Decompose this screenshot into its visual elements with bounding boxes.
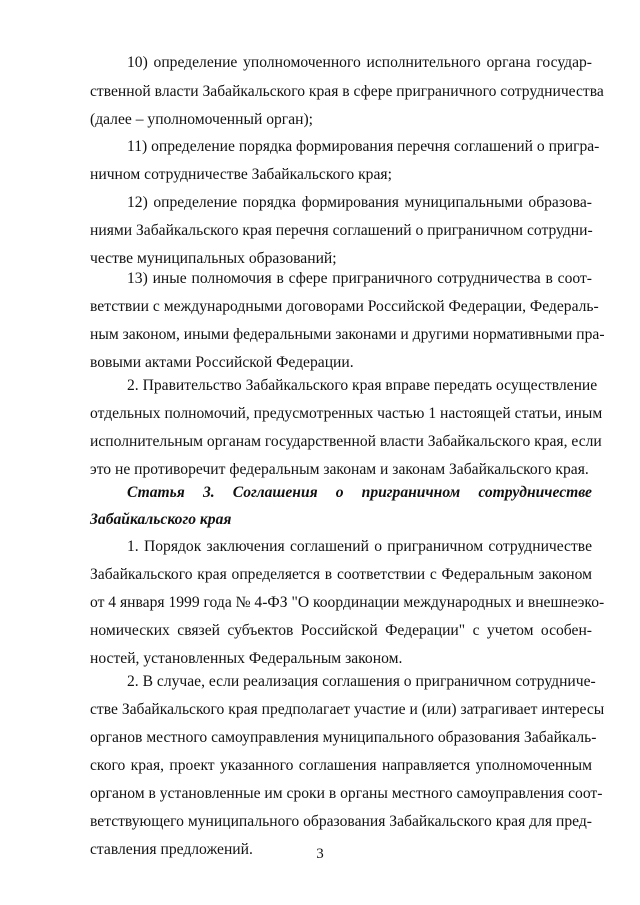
article-title-word: приграничном bbox=[361, 484, 461, 501]
paragraph-line: 10) определение уполномоченного исполнительного органа государ- bbox=[127, 54, 592, 71]
paragraph-line: ставления предложений. bbox=[90, 841, 253, 858]
paragraph-line: ниями Забайкальского края перечня соглашений о приграничном сотрудни- bbox=[90, 222, 593, 239]
paragraph-line: ностей, установленных Федеральным законом. bbox=[90, 650, 403, 667]
paragraph-line: ского края, проект указанного соглашения направляется уполномоченным bbox=[90, 757, 592, 774]
paragraph-line: от 4 января 1999 года № 4-ФЗ "О координации международных и внешнеэко- bbox=[90, 594, 605, 611]
paragraph-line: ственной власти Забайкальского края в сфере приграничного сотрудничества bbox=[90, 83, 604, 100]
article-title-word: о bbox=[335, 484, 344, 501]
paragraph-line: (далее – уполномоченный орган); bbox=[90, 111, 313, 128]
article-title-word: сотрудничестве bbox=[478, 484, 592, 501]
page-number: 3 bbox=[316, 846, 324, 862]
article-title bbox=[127, 483, 592, 503]
paragraph-line: 1. Порядок заключения соглашений о приграничном сотрудничестве bbox=[127, 538, 592, 555]
article-title-word: Статья bbox=[127, 484, 185, 501]
paragraph-line: вовыми актами Российской Федерации. bbox=[90, 354, 354, 371]
paragraph-line: 11) определение порядка формирования перечня соглашений о пригра- bbox=[127, 138, 600, 155]
paragraph-line: ничном сотрудничестве Забайкальского края; bbox=[90, 166, 392, 183]
paragraph-line: 2. В случае, если реализация соглашения о приграничном сотрудниче- bbox=[127, 673, 596, 690]
paragraph-line: номических связей субъектов Российской Федерации" с учетом особен- bbox=[90, 622, 592, 639]
paragraph-line: это не противоречит федеральным законам и законам Забайкальского края. bbox=[90, 461, 589, 478]
paragraph-line: ветствии с международными договорами Российской Федерации, Федераль- bbox=[90, 298, 599, 315]
paragraph-line: ветствующего муниципального образования Забайкальского края для пред- bbox=[90, 813, 592, 830]
paragraph-line: отдельных полномочий, предусмотренных частью 1 настоящей статьи, иным bbox=[90, 405, 603, 422]
paragraph-line: органом в установленные им сроки в органы местного самоуправления соот- bbox=[90, 785, 603, 802]
paragraph-line: исполнительным органам государственной власти Забайкальского края, если bbox=[90, 433, 602, 450]
paragraph-line: Забайкальского края определяется в соответствии с Федеральным законом bbox=[90, 566, 592, 583]
article-title-word: Соглашения bbox=[232, 484, 318, 501]
paragraph-line: 2. Правительство Забайкальского края вправе передать осуществление bbox=[127, 377, 598, 394]
paragraph-line: 12) определение порядка формирования муниципальными образова- bbox=[127, 194, 592, 211]
paragraph-line: стве Забайкальского края предполагает участие и (или) затрагивает интересы bbox=[90, 701, 605, 718]
article-title-continuation: Забайкальского края bbox=[90, 511, 232, 528]
paragraph-line: органов местного самоуправления муниципального образования Забайкаль- bbox=[90, 729, 597, 746]
paragraph-line: честве муниципальных образований; bbox=[90, 250, 337, 267]
paragraph-line: 13) иные полномочия в сфере приграничного сотрудничества в соот- bbox=[127, 270, 592, 287]
article-title-word: 3. bbox=[202, 484, 215, 501]
paragraph-line: ным законом, иными федеральными законами и другими нормативными пра- bbox=[90, 326, 605, 343]
